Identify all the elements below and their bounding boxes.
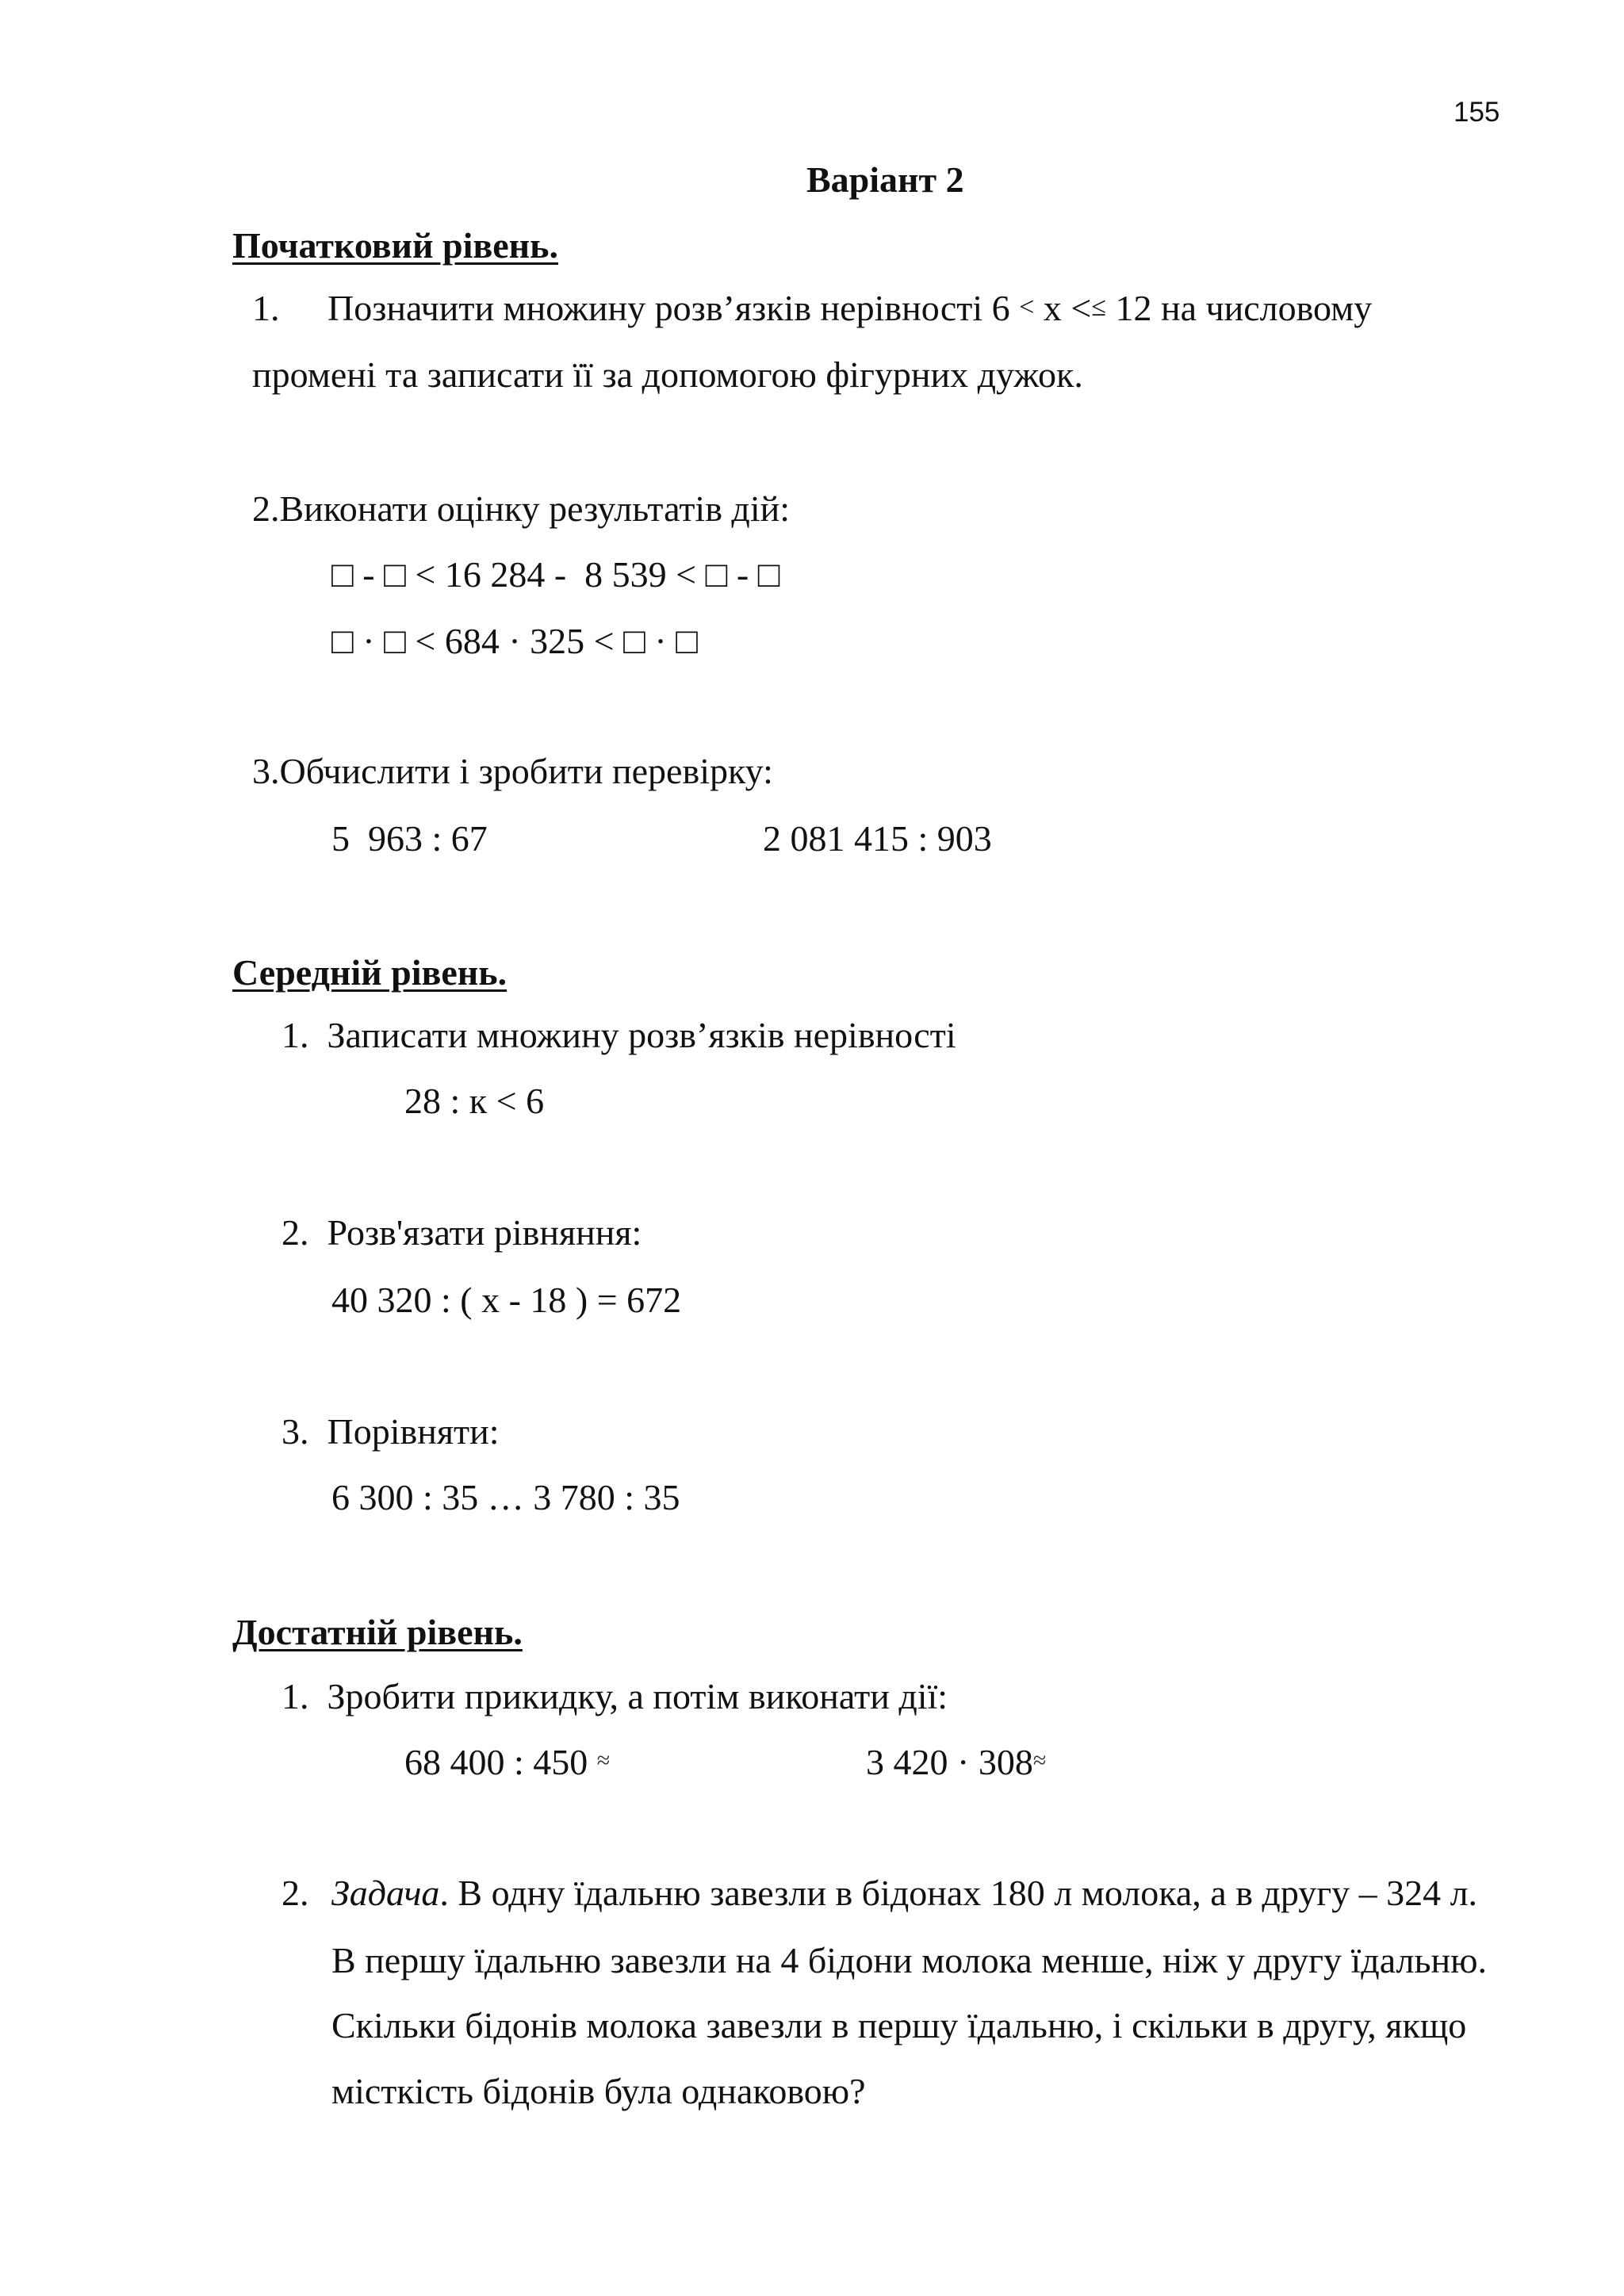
less-than-symbol: < <box>1019 293 1035 322</box>
task-1-text-a: Позначити множину розв’язків нерівності 6 <box>327 288 1010 328</box>
task-1-line-1 <box>327 290 1372 327</box>
heading-level-1: Початковий рівень. <box>232 225 558 266</box>
task-3-expression: 6 300 : 35 … 3 780 : 35 <box>331 1477 680 1517</box>
expression-text: 3 420 · 308 <box>866 1742 1033 1782</box>
task-1-text-c: 12 на числовому <box>1115 288 1373 328</box>
task-1-expression: 28 : к < 6 <box>404 1081 545 1121</box>
task-2-expression-2: □ · □ < 684 · 325 < □ · □ <box>331 621 698 661</box>
task-title: Задача <box>331 1873 440 1913</box>
task-2-expression: 40 320 : ( х - 18 ) = 672 <box>331 1280 682 1320</box>
task-2-line-3: Скільки бідонів молока завезли в першу їдальню, і скільки в другу, якщо <box>331 2005 1467 2045</box>
approx-symbol: ≈ <box>1032 1747 1047 1774</box>
task-1-text-b: х < <box>1043 288 1092 328</box>
task-1-label: 1. Записати множину розв’язків нерівності <box>282 1015 956 1055</box>
task-2-label: 2.Виконати оцінку результатів дій: <box>252 488 791 529</box>
task-3-expression-1: 5 963 : 67 <box>331 818 488 859</box>
heading-level-3: Достатній рівень. <box>232 1612 523 1652</box>
less-equal-symbol: ≤ <box>1091 293 1106 322</box>
heading-level-2: Середній рівень. <box>232 952 508 993</box>
task-3-label: 3. Порівняти: <box>282 1411 500 1452</box>
expression-text: 68 400 : 450 <box>404 1742 588 1782</box>
task-3-label: 3.Обчислити і зробити перевірку: <box>252 751 773 791</box>
task-1-number: 1. <box>252 288 280 328</box>
approx-symbol: ≈ <box>596 1747 611 1774</box>
task-2-label: 2. Розв'язати рівняння: <box>282 1212 642 1253</box>
page-title: Варіант 2 <box>806 159 964 200</box>
task-2-line-2: В першу їдальню завезли на 4 бідони молока менше, ніж у другу їдальню. <box>331 1940 1487 1980</box>
task-1-expression-1 <box>404 1744 610 1781</box>
task-2-expression-1: □ - □ < 16 284 - 8 539 < □ - □ <box>331 554 780 595</box>
task-1-line-2: промені та записати її за допомогою фігурних дужок. <box>252 354 1083 395</box>
page-number: 155 <box>1454 97 1500 128</box>
task-3-expression-2: 2 081 415 : 903 <box>763 818 992 859</box>
task-text: . В одну їдальню завезли в бідонах 180 л молока, а в другу – 324 л. <box>439 1873 1478 1913</box>
task-1-expression-2 <box>866 1744 1046 1781</box>
task-1-label: 1. Зробити прикидку, а потім виконати дії: <box>282 1676 948 1716</box>
task-2-number: 2. <box>282 1873 309 1913</box>
task-2-line-4: місткість бідонів була однаковою? <box>331 2071 866 2111</box>
task-2-line-1 <box>331 1875 1477 1911</box>
